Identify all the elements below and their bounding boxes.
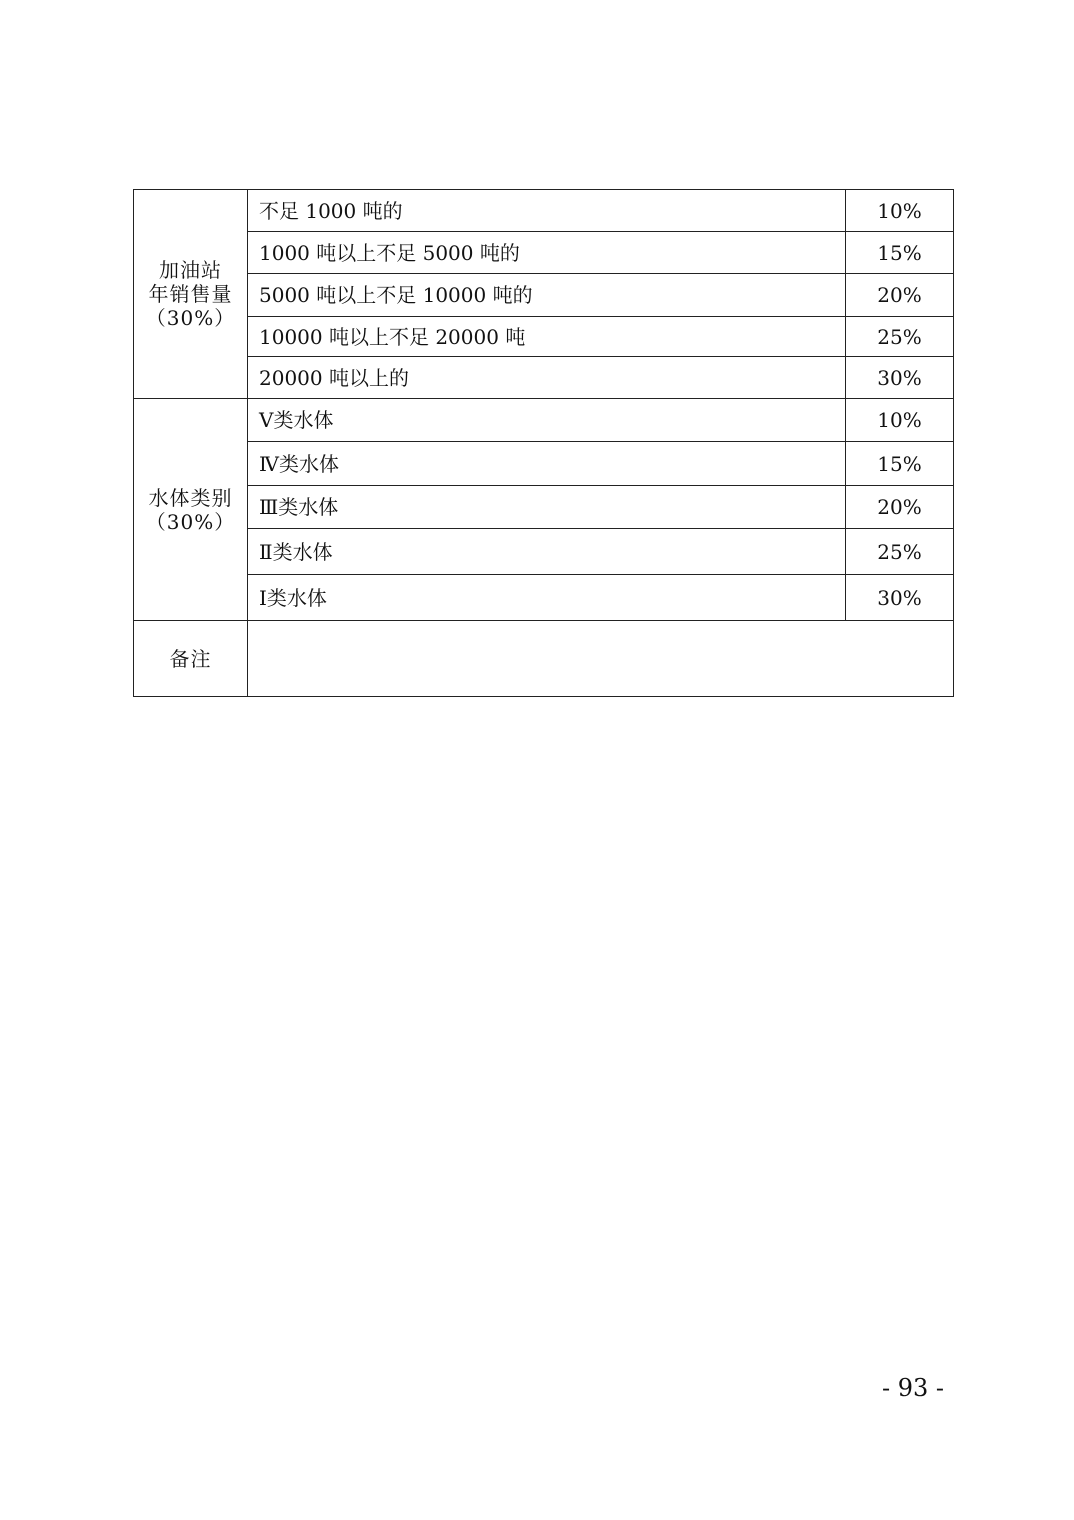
table-row: [134, 317, 954, 357]
row-percentage: 10%: [846, 399, 954, 442]
group-label-line: 加油站: [159, 258, 222, 282]
row-description: Ⅳ类水体: [248, 442, 846, 486]
table-row: [134, 442, 954, 486]
row-percentage: 20%: [846, 486, 954, 529]
row-percentage: 10%: [846, 190, 954, 232]
row-description: Ⅰ类水体: [248, 575, 846, 621]
row-percentage: 25%: [846, 529, 954, 575]
table-row: [134, 529, 954, 575]
row-description: 20000 吨以上的: [248, 357, 846, 399]
row-percentage: 30%: [846, 357, 954, 399]
row-percentage: 20%: [846, 274, 954, 317]
row-percentage: 25%: [846, 317, 954, 357]
remarks-row: [134, 621, 954, 697]
group-label-sales-volume: [134, 190, 248, 399]
row-description: Ⅲ类水体: [248, 486, 846, 529]
scoring-table: [133, 189, 954, 697]
table-row: [134, 190, 954, 232]
remarks-label: 备注: [134, 621, 248, 697]
table-row: [134, 399, 954, 442]
row-description: 不足 1000 吨的: [248, 190, 846, 232]
row-description: 10000 吨以上不足 20000 吨: [248, 317, 846, 357]
group-label-line: 年销售量: [148, 282, 233, 306]
row-description: 5000 吨以上不足 10000 吨的: [248, 274, 846, 317]
group-label-line: （30%）: [145, 306, 236, 330]
row-description: Ⅴ类水体: [248, 399, 846, 442]
row-percentage: 15%: [846, 232, 954, 274]
table-row: [134, 274, 954, 317]
group-label-line: （30%）: [145, 509, 236, 534]
group-label-water-category: [134, 399, 248, 621]
row-percentage: 15%: [846, 442, 954, 486]
remarks-value: [248, 621, 954, 697]
page-number: - 93 -: [881, 1374, 944, 1402]
group-label-line: 水体类别: [148, 485, 233, 510]
table-row: [134, 357, 954, 399]
table-row: [134, 575, 954, 621]
row-description: 1000 吨以上不足 5000 吨的: [248, 232, 846, 274]
table-row: [134, 232, 954, 274]
row-percentage: 30%: [846, 575, 954, 621]
row-description: Ⅱ类水体: [248, 529, 846, 575]
table-row: [134, 486, 954, 529]
